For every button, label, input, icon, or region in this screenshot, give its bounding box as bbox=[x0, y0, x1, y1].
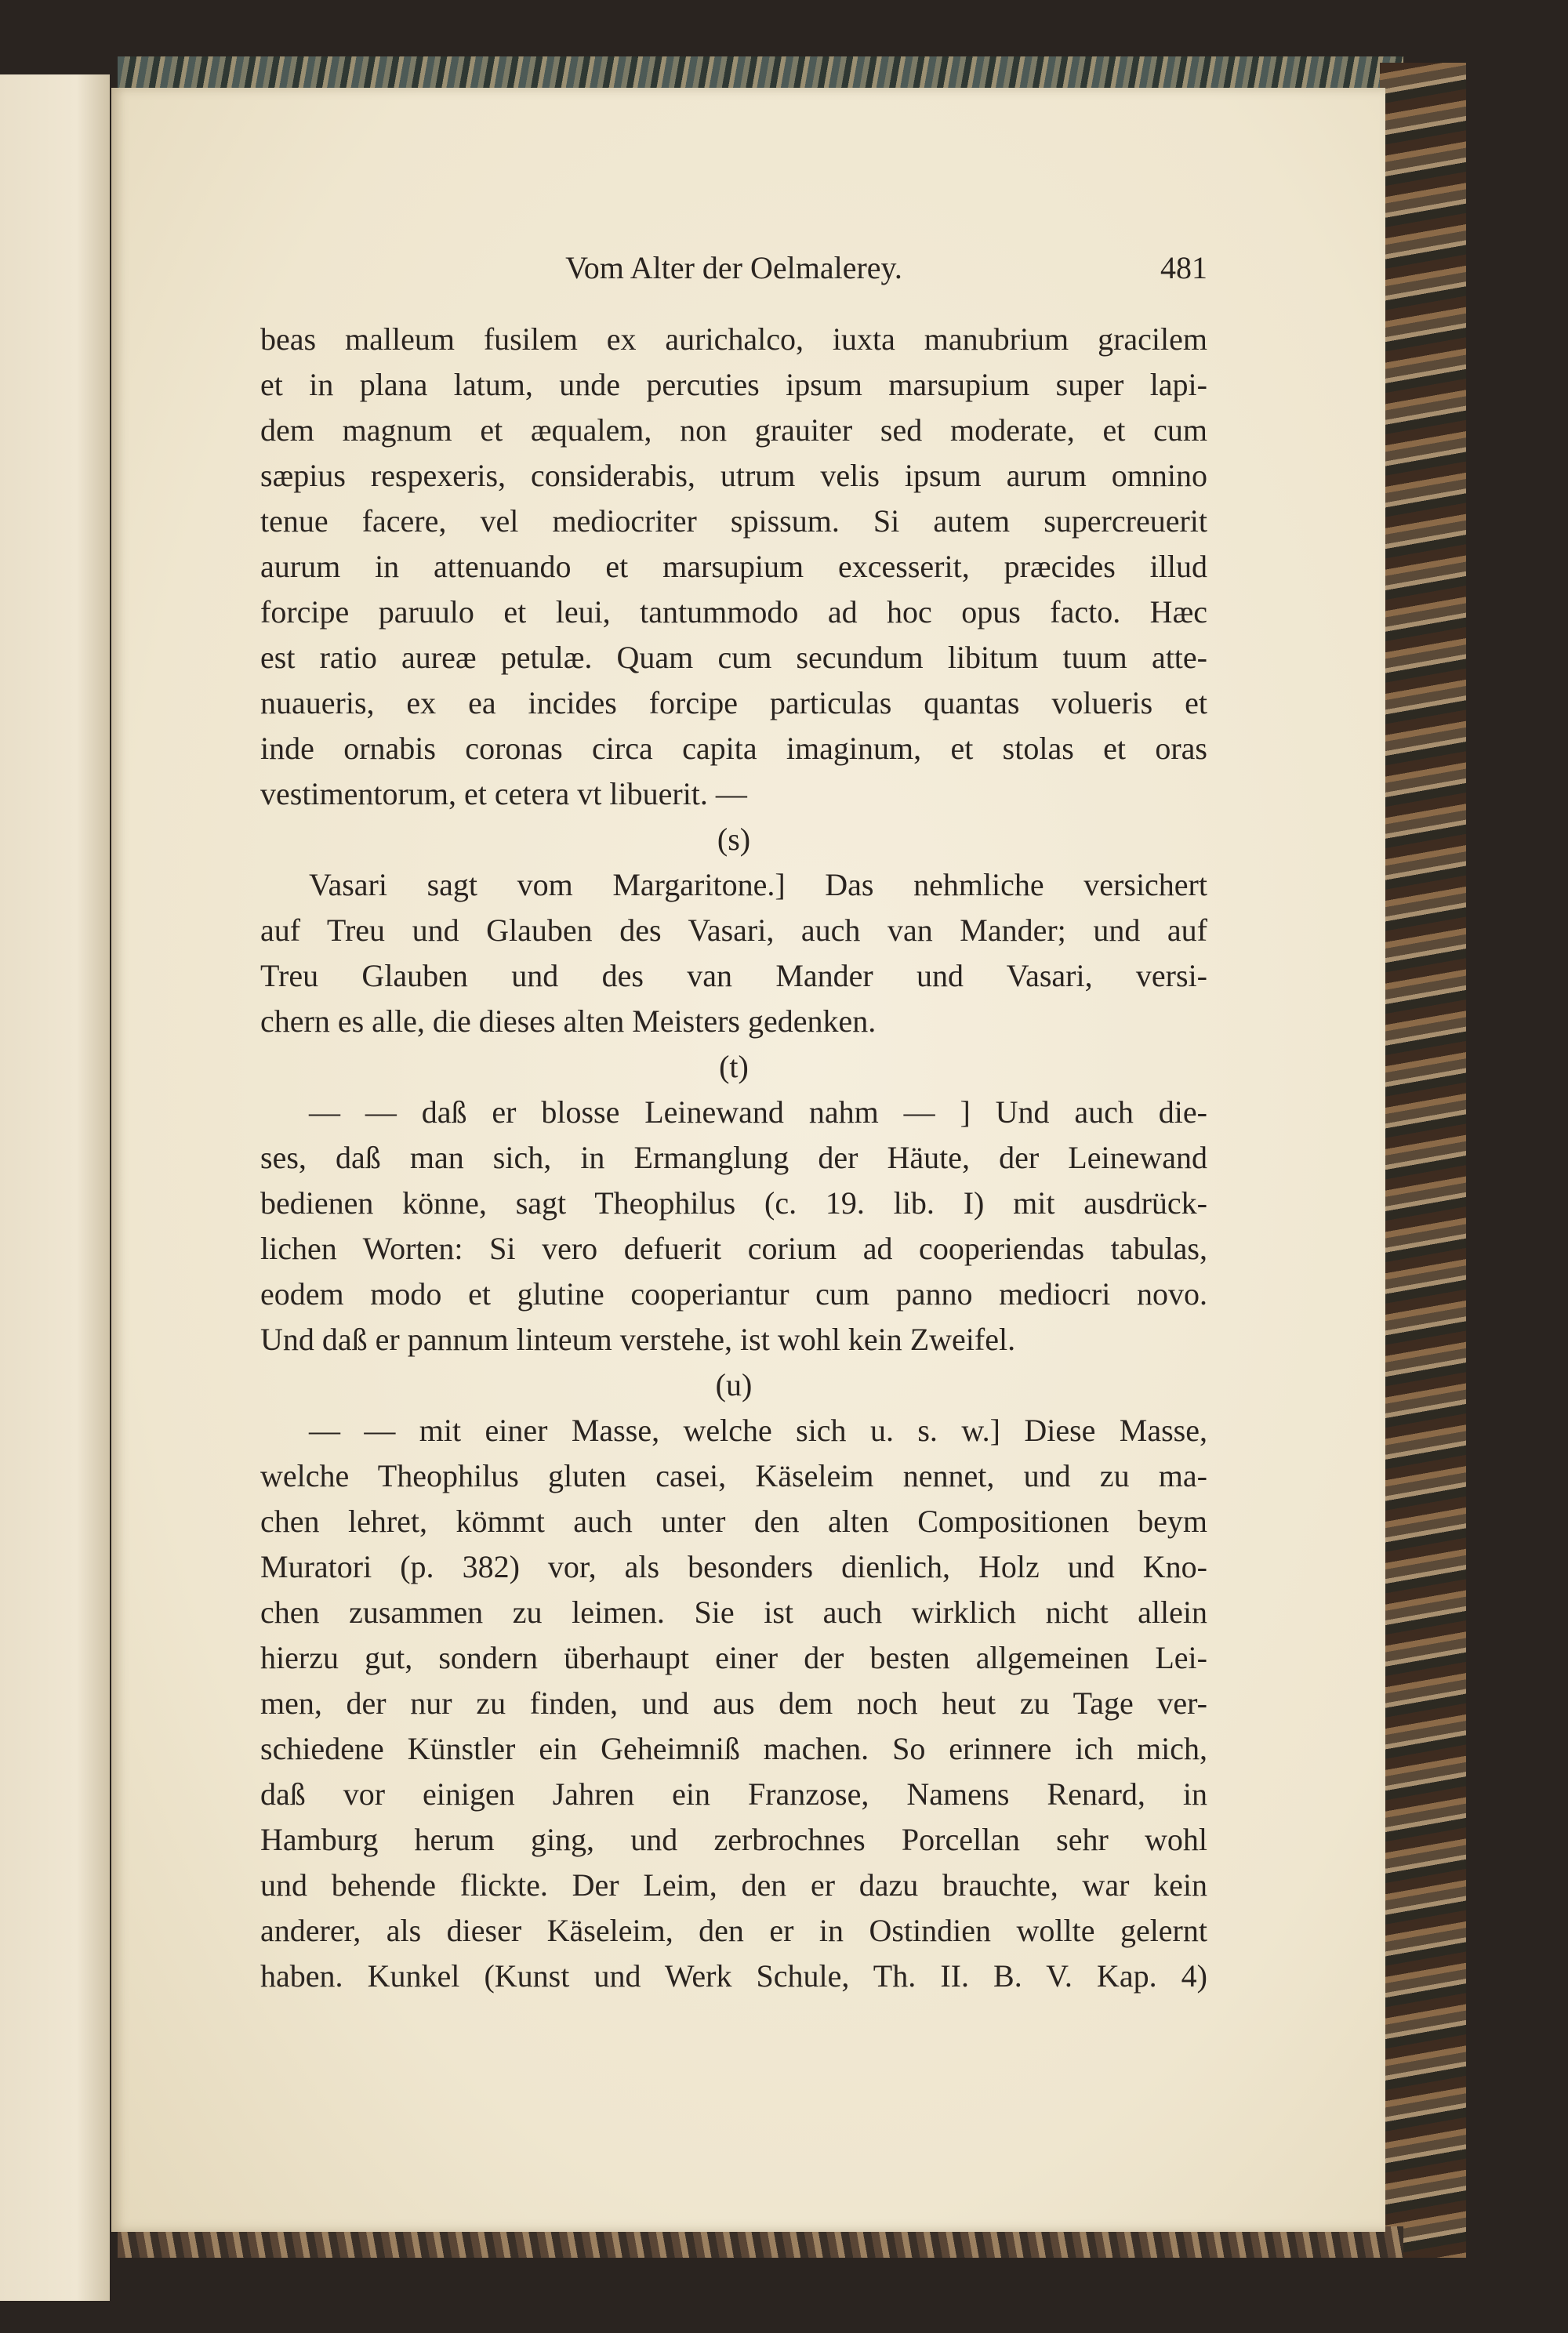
text-line: inde ornabis coronas circa capita imaginum, et stolas et oras bbox=[260, 731, 1207, 766]
running-title: Vom Alter der Oelmalerey. bbox=[565, 250, 902, 285]
page-body bbox=[260, 317, 1207, 1999]
text-line: haben. Kunkel (Kunst und Werk Schule, Th. II. B. V. Kap. 4) bbox=[260, 1958, 1207, 1994]
text-line: hierzu gut, sondern überhaupt einer der besten allgemeinen Lei- bbox=[260, 1640, 1207, 1675]
text-line: schiedene Künstler ein Geheimniß machen. So erinnere ich mich, bbox=[260, 1731, 1207, 1766]
text-line: Muratori (p. 382) vor, als besonders dienlich, Holz und Kno- bbox=[260, 1549, 1207, 1584]
text-line: ses, daß man sich, in Ermanglung der Häute, der Leinewand bbox=[260, 1140, 1207, 1175]
text-line: dem magnum et æqualem, non grauiter sed moderate, et cum bbox=[260, 412, 1207, 448]
text-line: chen lehret, kömmt auch unter den alten Compositionen beym bbox=[260, 1504, 1207, 1539]
text-line: eodem modo et glutine cooperiantur cum panno mediocri novo. bbox=[260, 1276, 1207, 1312]
text-line: anderer, als dieser Käseleim, den er in Ostindien wollte gelernt bbox=[260, 1913, 1207, 1948]
text-line: auf Treu und Glauben des Vasari, auch van Mander; und auf bbox=[260, 913, 1207, 948]
text-line: — — daß er blosse Leinewand nahm — ] Und auch die- bbox=[309, 1094, 1207, 1130]
text-line: men, der nur zu finden, und aus dem noch heut zu Tage ver- bbox=[260, 1685, 1207, 1721]
text-line: Vasari sagt vom Margaritone.] Das nehmliche versichert bbox=[309, 867, 1207, 902]
text-line: Und daß er pannum linteum verstehe, ist wohl kein Zweifel. bbox=[260, 1322, 1016, 1357]
text-line: est ratio aureæ petulæ. Quam cum secundum libitum tuum atte- bbox=[260, 640, 1207, 675]
text-line: forcipe paruulo et leui, tantummodo ad hoc opus facto. Hæc bbox=[260, 594, 1207, 630]
text-line: lichen Worten: Si vero defuerit corium ad cooperiendas tabulas, bbox=[260, 1231, 1207, 1266]
text-line: daß vor einigen Jahren ein Franzose, Namens Renard, in bbox=[260, 1776, 1207, 1812]
text-line: beas malleum fusilem ex aurichalco, iuxta manubrium gracilem bbox=[260, 321, 1207, 357]
text-line: aurum in attenuando et marsupium excesserit, præcides illud bbox=[260, 549, 1207, 584]
page-number: 481 bbox=[1160, 250, 1207, 285]
text-line: et in plana latum, unde percuties ipsum marsupium super lapi- bbox=[260, 367, 1207, 402]
facing-page-edge bbox=[0, 74, 110, 2301]
text-line: und behende flickte. Der Leim, den er dazu brauchte, war kein bbox=[260, 1867, 1207, 1903]
text-line: bedienen könne, sagt Theophilus (c. 19. lib. I) mit ausdrück- bbox=[260, 1185, 1207, 1221]
text-line: vestimentorum, et cetera vt libuerit. — bbox=[260, 776, 747, 811]
text-line: welche Theophilus gluten casei, Käseleim nennet, und zu ma- bbox=[260, 1458, 1207, 1493]
running-header bbox=[260, 249, 1207, 293]
text-line: tenue facere, vel mediocriter spissum. Si autem supercreuerit bbox=[260, 503, 1207, 539]
text-line: sæpius respexeris, considerabis, utrum velis ipsum aurum omnino bbox=[260, 458, 1207, 493]
footnote-marker: (s) bbox=[717, 822, 751, 857]
text-line: — — mit einer Masse, welche sich u. s. w.] Diese Masse, bbox=[309, 1413, 1207, 1448]
footnote-marker: (t) bbox=[719, 1049, 749, 1084]
text-line: nuaueris, ex ea incides forcipe particulas quantas volueris et bbox=[260, 685, 1207, 720]
footnote-marker: (u) bbox=[715, 1367, 753, 1402]
text-line: Hamburg herum ging, und zerbrochnes Porcellan sehr wohl bbox=[260, 1822, 1207, 1857]
text-line: chern es alle, die dieses alten Meisters gedenken. bbox=[260, 1003, 877, 1039]
marbled-cover-edge bbox=[1380, 63, 1466, 2258]
text-line: chen zusammen zu leimen. Sie ist auch wirklich nicht allein bbox=[260, 1595, 1207, 1630]
text-line: Treu Glauben und des van Mander und Vasari, versi- bbox=[260, 958, 1207, 993]
